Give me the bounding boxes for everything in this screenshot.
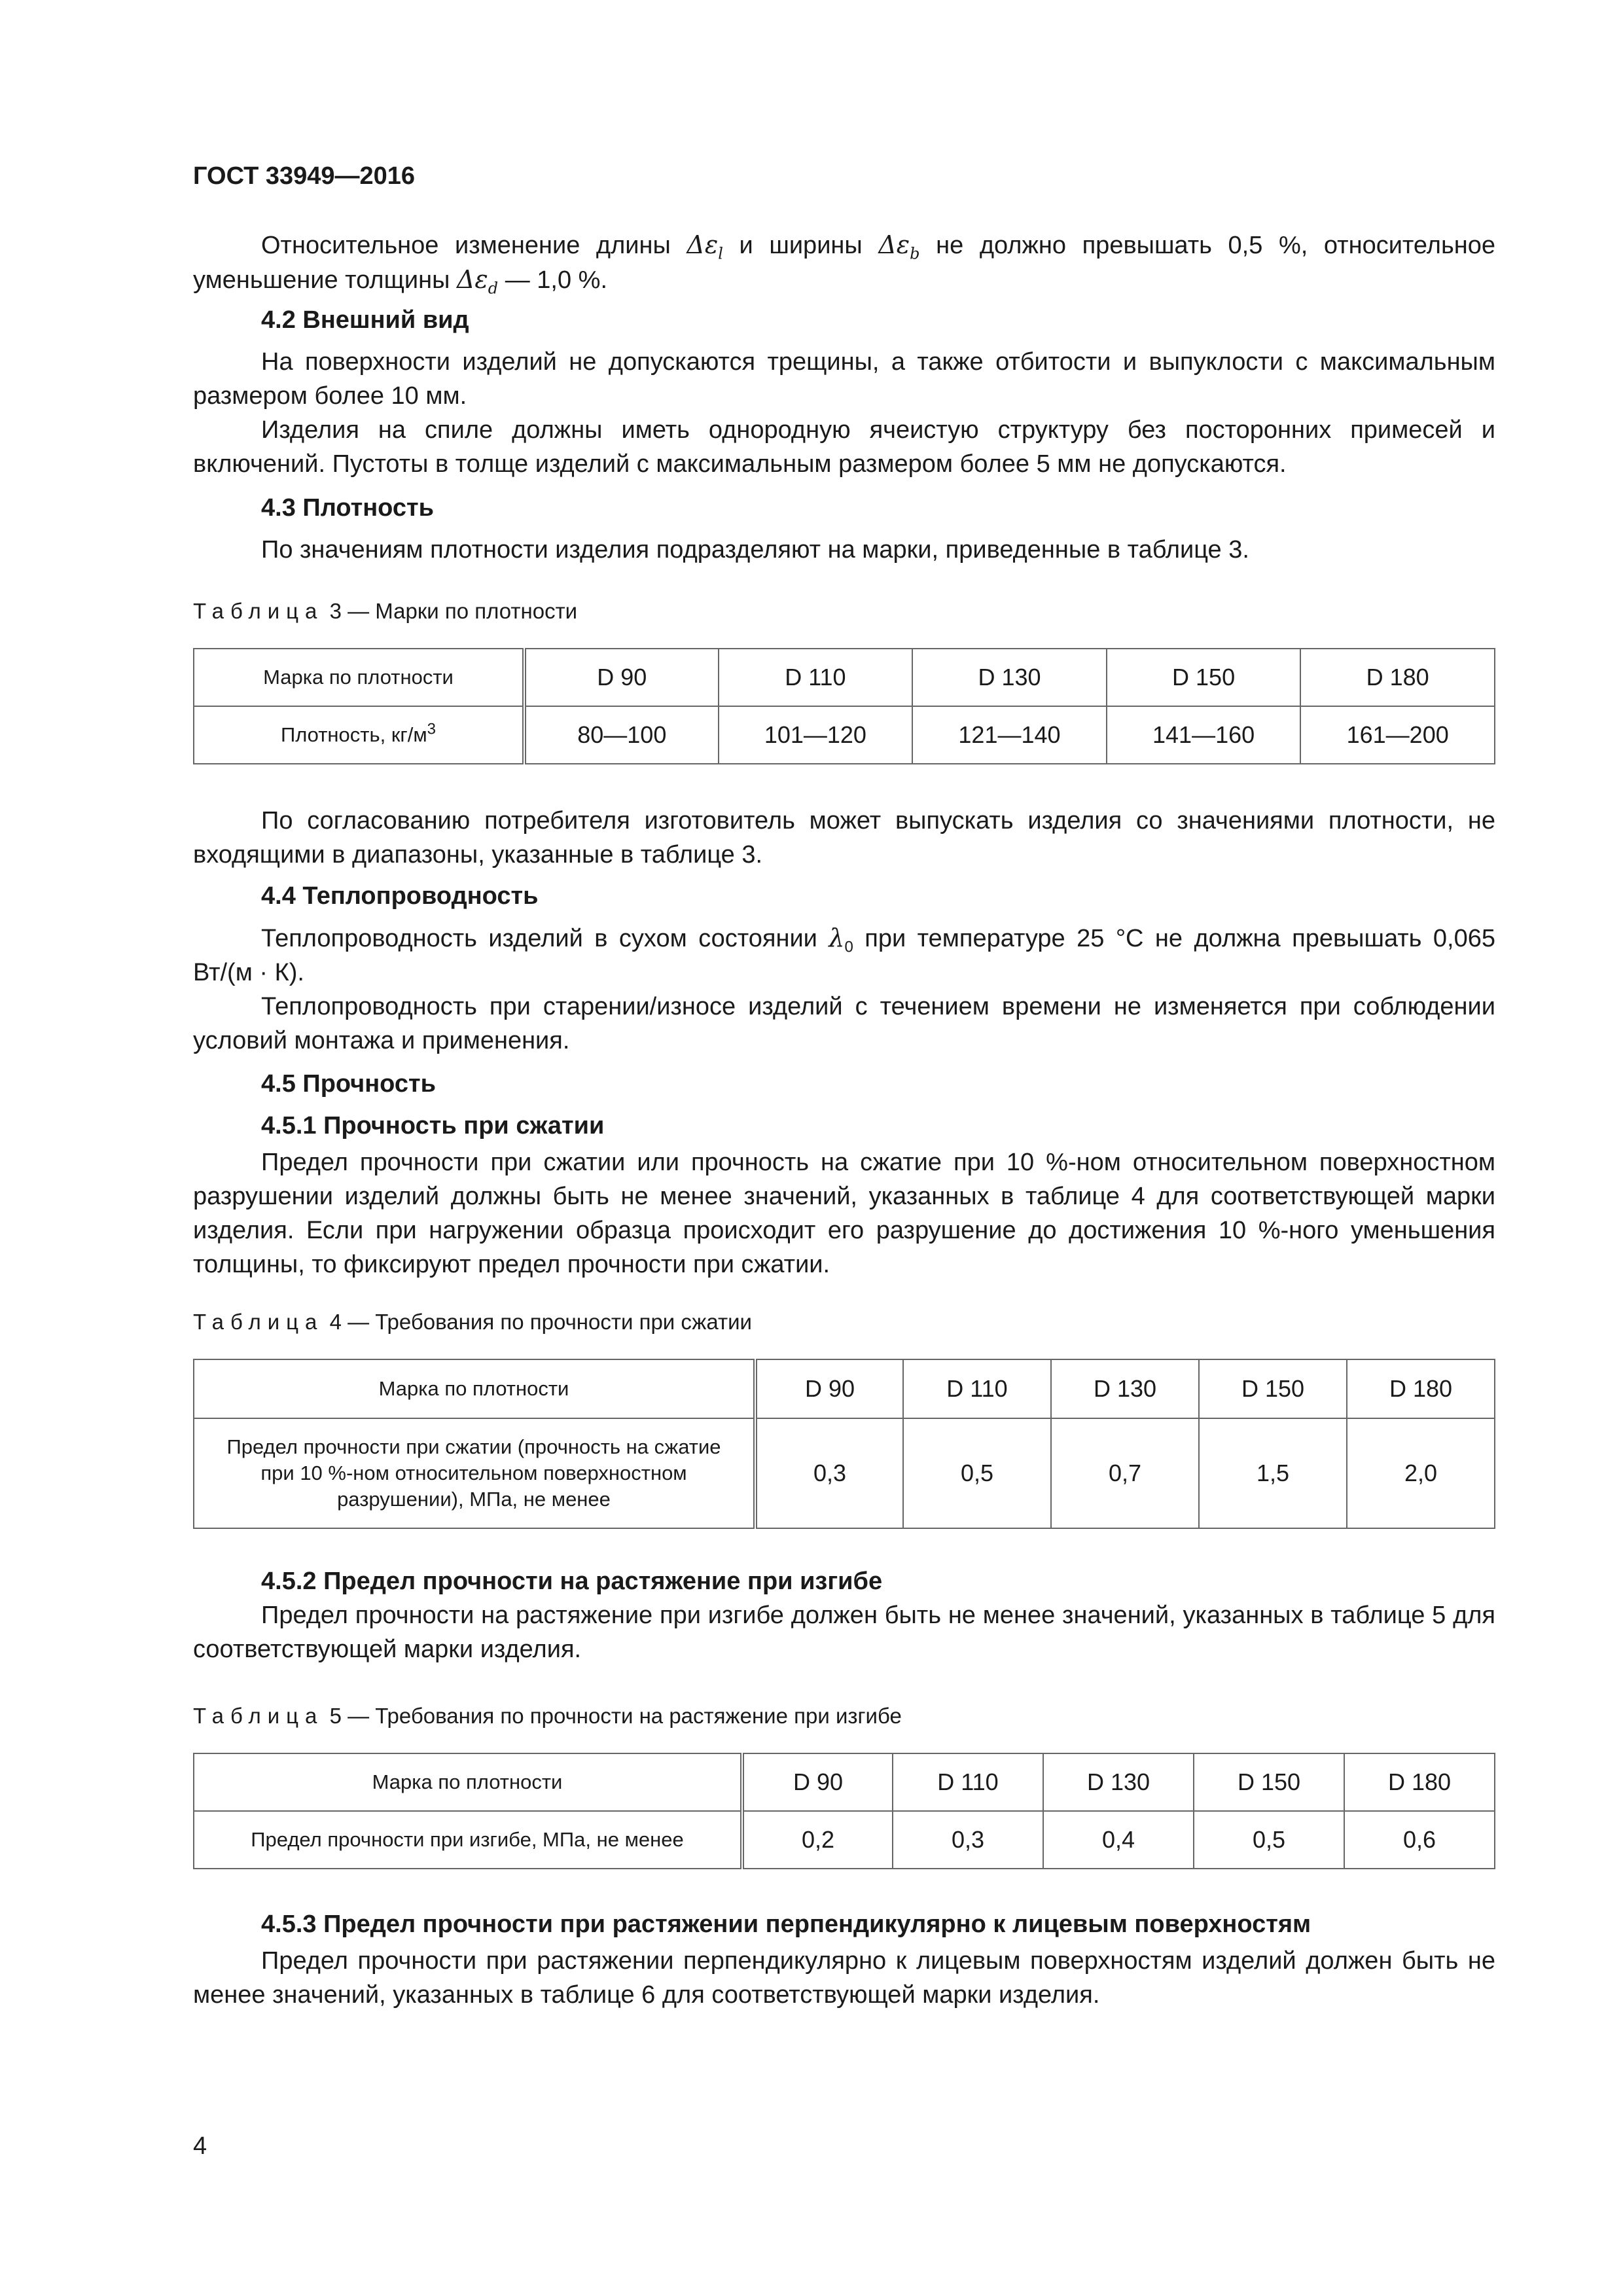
value-cell: 0,2 [742, 1811, 893, 1869]
section-title: 4.4 Теплопроводность [261, 882, 539, 910]
value-cell: 0,5 [903, 1418, 1051, 1528]
paragraph: Предел прочности на растяжение при изгибе должен быть не менее значений, указанных в таблице 5 для соответствующей марки изделия. [193, 1602, 1495, 1663]
table-3 [193, 648, 1495, 764]
subsection-title: 4.5.1 Прочность при сжатии [261, 1112, 605, 1139]
value-cell: 0,4 [1043, 1811, 1194, 1869]
subsection-title: 4.5.3 Предел прочности при растяжении перпендикулярно к лицевым поверхностям [261, 1910, 1311, 1938]
section-title: 4.2 Внешний вид [261, 306, 469, 334]
value-cell: 0,6 [1344, 1811, 1495, 1869]
paragraph: Теплопроводность при старении/износе изделий с течением времени не изменяется при соблюдении условий монтажа и применения. [193, 993, 1495, 1054]
table-4 [193, 1359, 1495, 1529]
table-row [194, 1359, 1495, 1418]
intro-paragraph: Относительное изменение длины $\Delta\varepsilon_l$ и ширины $\Delta\varepsilon_b$ не должно превышать 0,5 %, относительное уменьшение толщины $\Delta\varepsilon_d$ — 1,0 %. [193, 230, 1495, 298]
mark-cell: D 90 [742, 1753, 893, 1811]
value-cell: 0,7 [1051, 1418, 1199, 1528]
value-cell: 0,5 [1194, 1811, 1344, 1869]
mark-cell: D 90 [524, 649, 719, 706]
mark-cell: D 150 [1107, 649, 1301, 706]
density-cell: 161—200 [1300, 706, 1495, 764]
table-row [194, 1811, 1495, 1869]
section-4-3 [193, 491, 1495, 567]
row-label: Предел прочности при изгибе, МПа, не менее [194, 1811, 742, 1869]
mark-cell: D 180 [1344, 1753, 1495, 1811]
row-label: Марка по плотности [194, 1359, 755, 1418]
mark-cell: D 110 [893, 1753, 1043, 1811]
mark-cell: D 150 [1194, 1753, 1344, 1811]
density-cell: 141—160 [1107, 706, 1301, 764]
table-5 [193, 1753, 1495, 1869]
paragraph: По значениям плотности изделия подразделяют на марки, приведенные в таблице 3. [261, 536, 1249, 564]
density-cell: 80—100 [524, 706, 719, 764]
density-cell: 121—140 [912, 706, 1107, 764]
mark-cell: D 130 [912, 649, 1107, 706]
paragraph: Предел прочности при сжатии или прочность на сжатие при 10 %-ном относительном поверхностном разрушении изделий должны быть не менее значений, указанных в таблице 4 для соответствующей марки изделия. Если при нагружении образца происходит его разрушение до достижения 10 %-ного уменьшения толщины, то фиксируют предел прочности при сжатии. [193, 1149, 1495, 1278]
section-4-2 [193, 303, 1495, 481]
table-row [194, 706, 1495, 764]
value-cell: 1,5 [1199, 1418, 1347, 1528]
paragraph: Предел прочности при растяжении перпендикулярно к лицевым поверхностям изделий должен быть не менее значений, указанных в таблице 6 для соответствующей марки изделия. [193, 1947, 1495, 2009]
row-label: Марка по плотности [194, 649, 524, 706]
paragraph: Изделия на спиле должны иметь однородную ячеистую структуру без посторонних примесей и включений. Пустоты в толще изделий с максимальным размером более 5 мм не допускаются. [193, 416, 1495, 478]
mark-cell: D 130 [1051, 1359, 1199, 1418]
section-title: 4.3 Плотность [261, 494, 434, 522]
row-label: Предел прочности при сжатии (прочность на сжатие при 10 %-ном относительном поверхностном разрушении), МПа, не менее [194, 1418, 755, 1528]
table-5-block [193, 1702, 1495, 1869]
mark-cell: D 180 [1300, 649, 1495, 706]
table-3-block [193, 597, 1495, 764]
row-label: Плотность, $кг/м^3$ [194, 706, 524, 764]
after-table-3 [193, 804, 1495, 872]
section-4-5-2 [193, 1564, 1495, 1666]
value-cell: 0,3 [893, 1811, 1043, 1869]
page-number: 4 [193, 2132, 207, 2160]
mark-cell: D 130 [1043, 1753, 1194, 1811]
section-4-4 [193, 879, 1495, 1058]
table-row [194, 1418, 1495, 1528]
document-header: ГОСТ 33949—2016 [193, 162, 416, 190]
section-title: 4.5 Прочность [261, 1070, 437, 1098]
paragraph: Теплопроводность изделий в сухом состоянии $\lambda_0$ при температуре 25 °С не должна превышать 0,065 Вт/(м · К). [193, 924, 1495, 986]
intro-section [193, 228, 1495, 297]
table-caption: Таблица 4 — Требования по прочности при сжатии [193, 1310, 752, 1334]
paragraph: На поверхности изделий не допускаются трещины, а также отбитости и выпуклости с максимальным размером более 10 мм. [193, 348, 1495, 410]
row-label: Марка по плотности [194, 1753, 742, 1811]
table-caption: Таблица 5 — Требования по прочности на растяжение при изгибе [193, 1704, 902, 1728]
mark-cell: D 180 [1347, 1359, 1495, 1418]
mark-cell: D 110 [719, 649, 913, 706]
value-cell: 2,0 [1347, 1418, 1495, 1528]
section-4-5-3 [193, 1907, 1495, 2012]
table-4-block [193, 1308, 1495, 1529]
value-cell: 0,3 [755, 1418, 903, 1528]
density-cell: 101—120 [719, 706, 913, 764]
table-caption: Таблица 3 — Марки по плотности [193, 599, 578, 623]
section-4-5 [193, 1067, 1495, 1282]
table-row [194, 1753, 1495, 1811]
subsection-title: 4.5.2 Предел прочности на растяжение при изгибе [261, 1568, 883, 1595]
mark-cell: D 150 [1199, 1359, 1347, 1418]
table-row [194, 649, 1495, 706]
mark-cell: D 90 [755, 1359, 903, 1418]
mark-cell: D 110 [903, 1359, 1051, 1418]
paragraph: По согласованию потребителя изготовитель может выпускать изделия со значениями плотности, не входящими в диапазоны, указанные в таблице 3. [193, 807, 1495, 869]
